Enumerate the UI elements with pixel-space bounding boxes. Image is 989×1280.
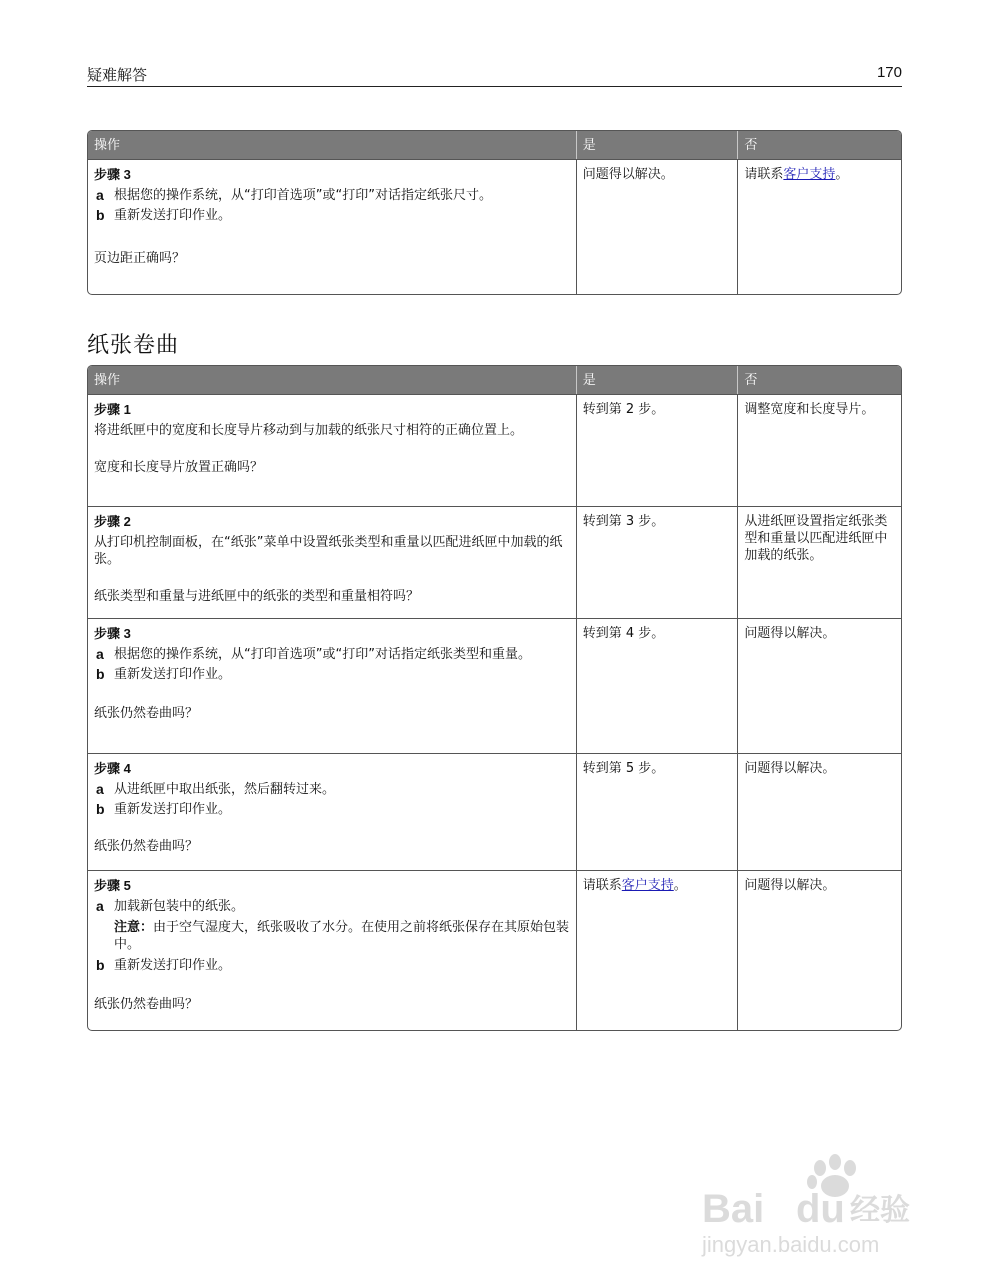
table-row <box>88 753 901 870</box>
col-yes: 是 <box>576 131 738 159</box>
yes-cell: 问题得以解决。 <box>576 159 738 294</box>
watermark-brand: Bai <box>702 1187 765 1231</box>
list-item: b 重新发送打印作业。 <box>96 801 232 817</box>
col-action: 操作 <box>88 366 576 394</box>
note-label: 注意： <box>114 920 154 935</box>
table-row <box>88 870 901 1030</box>
troubleshoot-table-curl <box>87 365 902 1031</box>
table-row <box>88 159 901 294</box>
section-title: 纸张卷曲 <box>87 333 180 358</box>
baidu-watermark-logo <box>700 1150 940 1260</box>
step-label: 步骤 2 <box>94 514 131 529</box>
step-text: 将进纸匣中的宽度和长度导片移动到与加载的纸张尺寸相符的正确位置上。 <box>94 423 524 438</box>
table-row <box>88 618 901 753</box>
no-cell: 调整宽度和长度导片。 <box>737 394 901 506</box>
no-cell: 从进纸匣设置指定纸张类型和重量以匹配进纸匣中加载的纸张。 <box>737 506 901 618</box>
step-label: 步骤 5 <box>94 878 131 893</box>
note: 注意：由于空气湿度大，纸张吸收了水分。在使用之前将纸张保存在其原始包装中。 <box>114 920 570 952</box>
page-number: 170 <box>876 64 902 81</box>
step-label: 步骤 3 <box>94 626 131 641</box>
yes-cell: 转到第 2 步。 <box>576 394 738 506</box>
troubleshoot-table-margins <box>87 130 902 295</box>
col-no: 否 <box>737 366 901 394</box>
no-cell: 问题得以解决。 <box>737 618 901 753</box>
table-row <box>88 394 901 506</box>
watermark-url: jingyan.baidu.com <box>702 1232 880 1257</box>
customer-support-link[interactable]: 客户支持 <box>783 167 836 182</box>
no-cell: 请联系客户支持。 <box>737 159 901 294</box>
table-header-row <box>88 366 901 394</box>
customer-support-link[interactable]: 客户支持 <box>621 878 674 893</box>
yes-cell: 转到第 4 步。 <box>576 618 738 753</box>
question: 页边距正确吗？ <box>94 251 186 266</box>
list-item: a 从进纸匣中取出纸张，然后翻转过来。 <box>96 781 336 797</box>
list-item: a 根据您的操作系统，从“打印首选项”或“打印”对话指定纸张类型和重量。 <box>96 646 531 662</box>
col-action: 操作 <box>88 131 576 159</box>
col-yes: 是 <box>576 366 738 394</box>
watermark-cn: 经验 <box>850 1193 910 1228</box>
question: 纸张类型和重量与进纸匣中的纸张的类型和重量相符吗？ <box>94 589 420 604</box>
list-item: b 重新发送打印作业。 <box>96 957 232 973</box>
step-label: 步骤 1 <box>94 402 131 417</box>
action-cell <box>88 618 576 753</box>
step-label: 步骤 3 <box>94 167 131 182</box>
yes-cell: 转到第 5 步。 <box>576 753 738 870</box>
question: 纸张仍然卷曲吗？ <box>94 839 199 854</box>
col-no: 否 <box>737 131 901 159</box>
action-cell <box>88 159 576 294</box>
yes-cell: 转到第 3 步。 <box>576 506 738 618</box>
step-text: 从打印机控制面板，在“纸张”菜单中设置纸张类型和重量以匹配进纸匣中加载的纸张。 <box>94 535 563 567</box>
action-cell <box>88 870 576 1030</box>
action-cell <box>88 753 576 870</box>
question: 纸张仍然卷曲吗？ <box>94 706 199 721</box>
list-item: b 重新发送打印作业。 <box>96 207 232 223</box>
list-item: a 根据您的操作系统，从“打印首选项”或“打印”对话指定纸张尺寸。 <box>96 187 492 203</box>
question: 纸张仍然卷曲吗？ <box>94 997 199 1012</box>
table-header-row <box>88 131 901 159</box>
question: 宽度和长度导片放置正确吗？ <box>94 460 264 475</box>
action-cell <box>88 394 576 506</box>
yes-cell: 请联系客户支持。 <box>576 870 738 1030</box>
table-row <box>88 506 901 618</box>
watermark-brand2: du <box>796 1187 845 1231</box>
action-cell <box>88 506 576 618</box>
list-item: b 重新发送打印作业。 <box>96 666 232 682</box>
page-header <box>87 62 902 87</box>
step-label: 步骤 4 <box>94 761 131 776</box>
no-cell: 问题得以解决。 <box>737 753 901 870</box>
no-cell: 问题得以解决。 <box>737 870 901 1030</box>
header-title: 疑难解答 <box>87 66 148 84</box>
list-item: a 加载新包装中的纸张。 <box>96 898 245 914</box>
